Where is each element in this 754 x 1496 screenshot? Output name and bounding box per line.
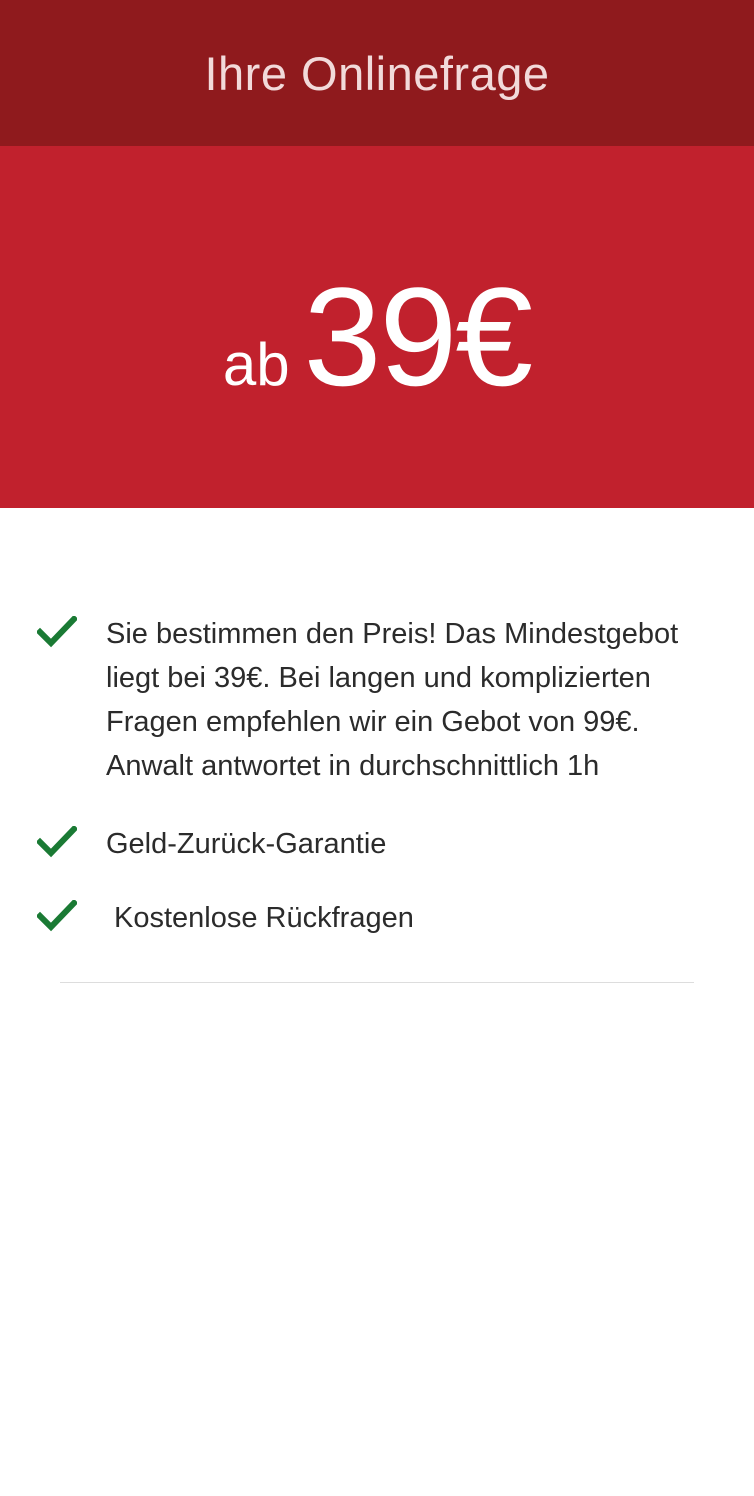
check-icon [30, 900, 84, 932]
list-item [30, 822, 708, 866]
page-title: Ihre Onlinefrage [204, 46, 550, 100]
price-band [0, 146, 754, 508]
list-item [30, 612, 708, 788]
benefits-list [0, 508, 754, 940]
list-item [30, 896, 708, 940]
price-line [222, 258, 532, 415]
benefit-text: Geld-Zurück-Garantie [106, 828, 387, 860]
benefit-text: Sie bestimmen den Preis! Das Mindestgebot liegt bei 39€. Bei langen und komplizierten Fragen empfehlen wir ein Gebot von 99€. Anwalt antwortet in durchschnittlich 1h [106, 618, 679, 782]
price-amount: 39€ [303, 258, 532, 415]
price-prefix: ab [222, 331, 290, 398]
check-icon [30, 616, 84, 648]
benefit-text: Kostenlose Rückfragen [114, 902, 414, 934]
card-header [0, 0, 754, 146]
footer-space [0, 983, 754, 1313]
check-icon [30, 826, 84, 858]
